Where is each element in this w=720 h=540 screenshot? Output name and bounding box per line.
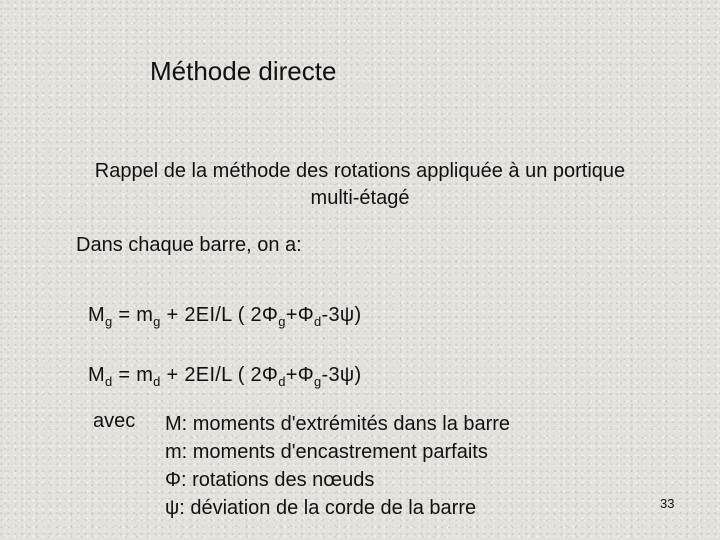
lead-text: Dans chaque barre, on a: xyxy=(76,234,302,256)
definition-item: m: moments d'encastrement parfaits xyxy=(165,441,488,463)
intro-line-1: Rappel de la méthode des rotations appliquée à un portique xyxy=(94,160,626,182)
definition-item: Φ: rotations des nœuds xyxy=(165,469,375,491)
page-number: 33 xyxy=(660,496,675,511)
definition-item: M: moments d'extrémités dans la barre xyxy=(165,413,511,435)
definition-item: ψ: déviation de la corde de la barre xyxy=(165,497,477,519)
equation-mg: $M_g = m_g + 2EI/L$ ( $2\Phi_g+\Phi_d-3\psi$) xyxy=(88,304,362,329)
intro-text xyxy=(0,158,720,212)
intro-line-2: multi-étagé xyxy=(310,187,410,209)
slide-title: Méthode directe xyxy=(150,56,337,86)
definitions-list xyxy=(165,410,510,522)
avec-label: avec xyxy=(93,410,136,432)
equation-md: $M_d = m_d + 2EI/L$ ( $2\Phi_d+\Phi_g-3\psi$) xyxy=(88,364,362,389)
